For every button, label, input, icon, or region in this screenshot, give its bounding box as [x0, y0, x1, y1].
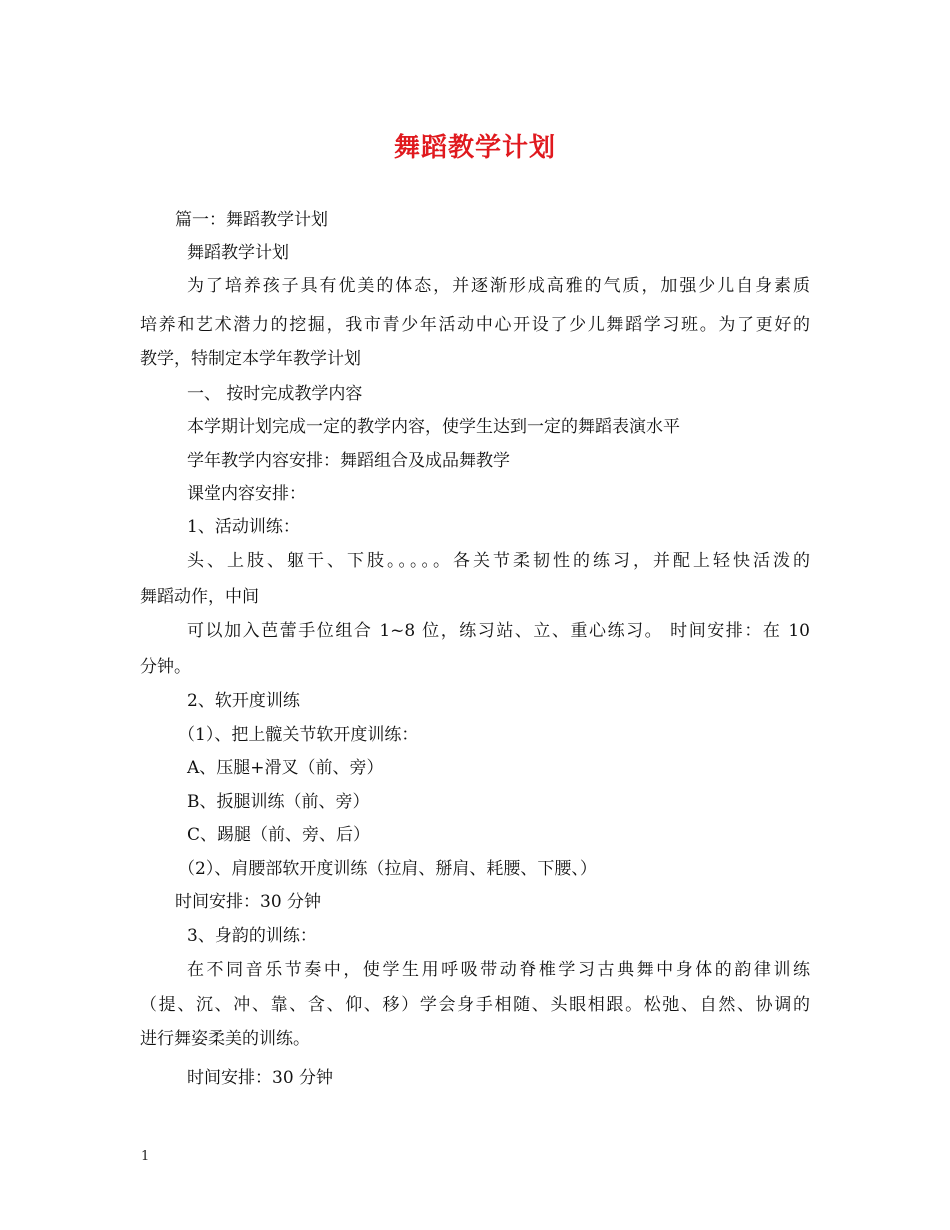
paragraph-line: 分钟。	[140, 657, 191, 677]
paragraph-line: 本学期计划完成一定的教学内容，使学生达到一定的舞蹈表演水平	[187, 417, 680, 437]
heading-line: 2、软开度训练	[187, 691, 300, 711]
paragraph-line: 培养和艺术潜力的挖掘，我市青少年活动中心开设了少儿舞蹈学习班。为了更好的	[140, 315, 810, 335]
paragraph-line: 头、上肢、躯干、下肢。。。。。各关节柔韧性的练习，并配上轻快活泼的	[187, 551, 810, 571]
paragraph-line: 教学，特制定本学年教学计划	[140, 349, 361, 369]
section-heading: 篇一：舞蹈教学计划	[175, 210, 328, 230]
list-item: A、压腿+滑叉（前、旁）	[187, 758, 384, 778]
paragraph-line: 在不同音乐节奏中，使学生用呼吸带动脊椎学习古典舞中身体的韵律训练	[187, 960, 810, 980]
list-item: （1）、把上髋关节软开度训练：	[178, 725, 419, 745]
list-item: C、踢腿（前、旁、后）	[187, 825, 371, 845]
paragraph-line: 时间安排：30 分钟	[175, 892, 322, 912]
list-item: B、扳腿训练（前、旁）	[187, 792, 370, 812]
subtitle-line: 舞蹈教学计划	[187, 243, 289, 263]
heading-line: 3、身韵的训练：	[187, 926, 317, 946]
paragraph-line: 课堂内容安排：	[187, 484, 306, 504]
paragraph-line: 舞蹈动作，中间	[140, 587, 259, 607]
page-number: 1	[141, 1149, 150, 1164]
heading-line: 1、活动训练：	[187, 517, 300, 537]
paragraph-line: （提、沉、冲、靠、含、仰、移）学会身手相随、头眼相跟。松弛、自然、协调的	[140, 995, 810, 1015]
list-item: （2）、肩腰部软开度训练（拉肩、掰肩、耗腰、下腰、）	[178, 859, 597, 879]
document-title: 舞蹈教学计划	[393, 133, 556, 163]
paragraph-line: 为了培养孩子具有优美的体态，并逐渐形成高雅的气质，加强少儿自身素质	[187, 276, 810, 296]
paragraph-line: 可以加入芭蕾手位组合 1~8 位，练习站、立、重心练习。 时间安排：在 10	[187, 621, 810, 641]
paragraph-line: 时间安排：30 分钟	[187, 1068, 334, 1088]
heading-line: 一、 按时完成教学内容	[187, 384, 363, 404]
paragraph-line: 进行舞姿柔美的训练。	[140, 1029, 310, 1049]
paragraph-line: 学年教学内容安排：舞蹈组合及成品舞教学	[187, 451, 510, 471]
